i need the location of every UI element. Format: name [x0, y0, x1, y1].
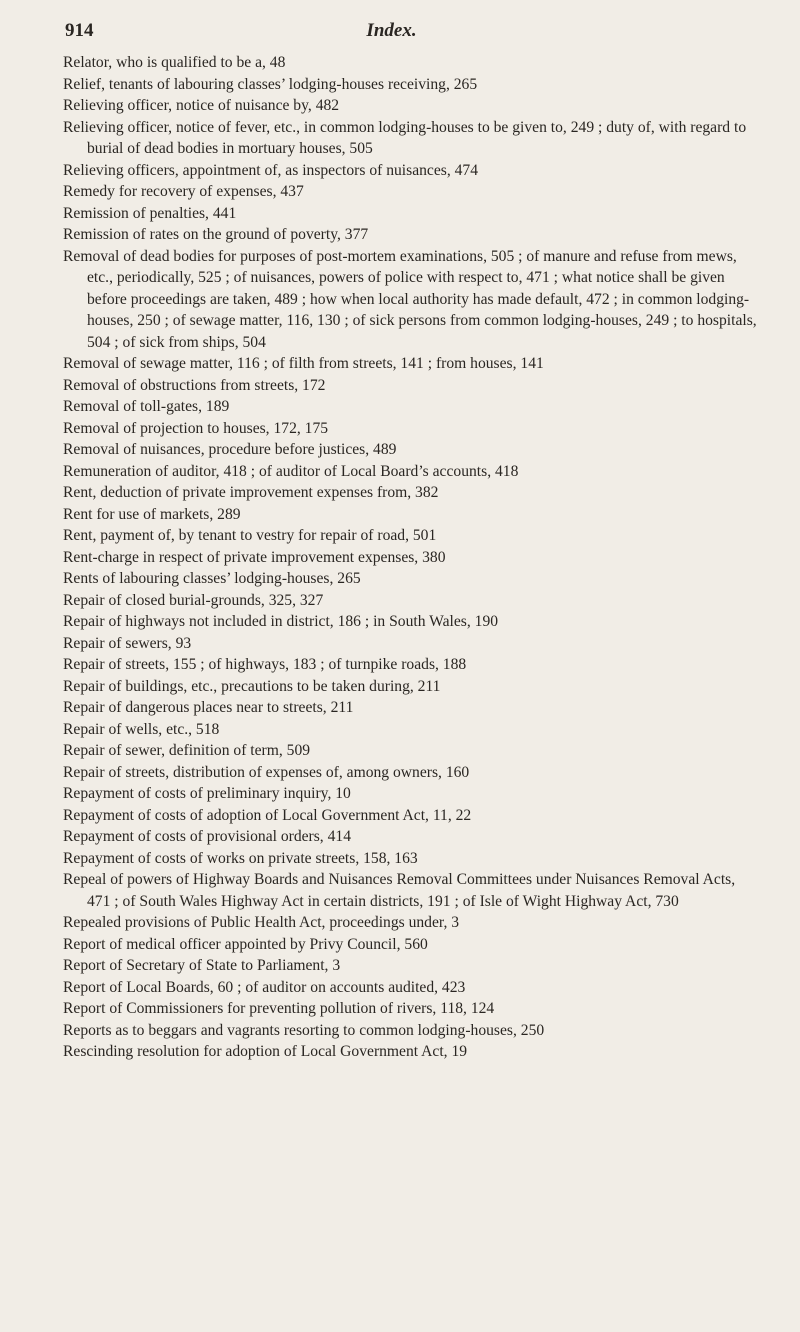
index-entry: Removal of sewage matter, 116 ; of filth from streets, 141 ; from houses, 141 — [63, 355, 544, 372]
index-entry: Relieving officer, notice of fever, etc., in common lodging-houses to be given to, 249 ; duty of, with regard to burial of dead bodies in mortuary houses, 505 — [63, 118, 747, 157]
index-entry: Repayment of costs of preliminary inquiry, 10 — [63, 785, 351, 802]
index-entry: Repayment of costs of provisional orders, 414 — [63, 828, 351, 845]
page-header — [63, 0, 760, 52]
index-entry: Relieving officer, notice of nuisance by, 482 — [63, 97, 340, 114]
index-entry: Repair of sewer, definition of term, 509 — [63, 742, 311, 759]
index-entry: Repayment of costs of works on private streets, 158, 163 — [63, 849, 418, 867]
index-entry: Repair of buildings, etc., precautions to be taken during, 211 — [63, 677, 441, 695]
index-entry: Rent, payment of, by tenant to vestry for repair of road, 501 — [63, 527, 437, 544]
index-entry: Repeal of powers of Highway Boards and Nuisances Removal Committees under Nuisances Removal Acts, 471 ; of South Wales Highway Act in certain districts, 191 ; of Isle of Wight Highway Act, 730 — [63, 871, 736, 910]
index-entry: Repayment of costs of adoption of Local Government Act, 11, 22 — [63, 806, 472, 824]
index-entry: Repair of closed burial-grounds, 325, 327 — [63, 591, 324, 609]
index-entry: Repair of wells, etc., 518 — [63, 720, 220, 738]
index-entry: Removal of dead bodies for purposes of post-mortem examinations, 505 ; of manure and refuse from mews, etc., periodically, 525 ; of nuisances, powers of police with respect to, 471 ; what notice shall be given before proceedings are taken, 489 ; how when local authority has made default, 472 ; in common lodging-houses, 250 ; of sewage matter, 116, 130 ; of sick persons from common lodging-houses, 249 ; to hospitals, 504 ; of sick from ships, 504 — [63, 247, 757, 351]
index-entry: Rents of labouring classes’ lodging-houses, 265 — [63, 570, 361, 587]
index-entry: Report of medical officer appointed by Privy Council, 560 — [63, 935, 428, 953]
index-entry: Repair of dangerous places near to streets, 211 — [63, 699, 354, 716]
index-entry: Remedy for recovery of expenses, 437 — [63, 183, 304, 200]
index-entry: Repair of streets, distribution of expenses of, among owners, 160 — [63, 763, 470, 781]
index-entry: Reports as to beggars and vagrants resorting to common lodging-houses, 250 — [63, 1021, 545, 1039]
index-entry: Removal of nuisances, procedure before justices, 489 — [63, 441, 397, 458]
index-entry: Report of Commissioners for preventing pollution of rivers, 118, 124 — [63, 1000, 495, 1017]
index-entry: Remission of penalties, 441 — [63, 204, 237, 222]
index-entry: Removal of toll-gates, 189 — [63, 398, 230, 415]
running-title: Index. — [366, 20, 417, 41]
index-entry: Removal of projection to houses, 172, 175 — [63, 419, 329, 437]
index-entry: Repair of sewers, 93 — [63, 634, 192, 652]
index-entry: Relator, who is qualified to be a, 48 — [63, 54, 286, 71]
index-entry: Report of Local Boards, 60 ; of auditor on accounts audited, 423 — [63, 978, 466, 996]
page-number: 914 — [65, 20, 94, 41]
index-entry: Rent-charge in respect of private improvement expenses, 380 — [63, 548, 446, 566]
index-entry: Remuneration of auditor, 418 ; of auditor of Local Board’s accounts, 418 — [63, 462, 519, 480]
index-entry: Repair of streets, 155 ; of highways, 183 ; of turnpike roads, 188 — [63, 656, 467, 673]
index-entries — [63, 52, 760, 1063]
index-entry: Report of Secretary of State to Parliament, 3 — [63, 957, 341, 974]
index-entry: Rent, deduction of private improvement expenses from, 382 — [63, 484, 439, 501]
index-entry: Repealed provisions of Public Health Act, proceedings under, 3 — [63, 914, 460, 931]
index-entry: Removal of obstructions from streets, 172 — [63, 376, 326, 394]
index-entry: Rent for use of markets, 289 — [63, 505, 241, 523]
index-entry: Remission of rates on the ground of poverty, 377 — [63, 226, 369, 243]
index-entry: Repair of highways not included in district, 186 ; in South Wales, 190 — [63, 613, 499, 630]
index-entry: Relief, tenants of labouring classes’ lodging-houses receiving, 265 — [63, 75, 478, 93]
index-entry: Relieving officers, appointment of, as inspectors of nuisances, 474 — [63, 161, 479, 179]
index-entry: Rescinding resolution for adoption of Local Government Act, 19 — [63, 1043, 468, 1060]
